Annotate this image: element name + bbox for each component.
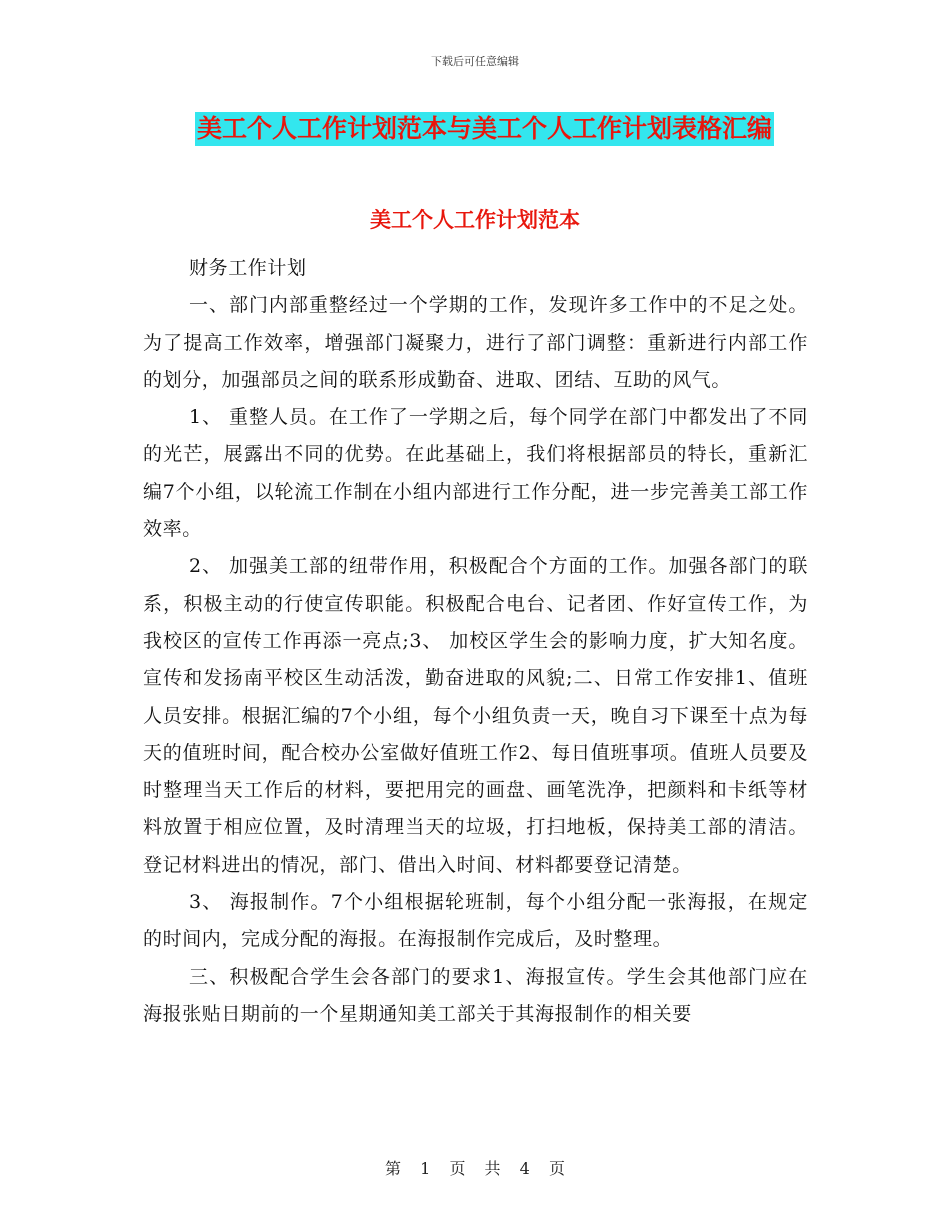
body-paragraph: 一、部门内部重整经过一个学期的工作，发现许多工作中的不足之处。为了提高工作效率，增强部门凝聚力，进行了部门调整：重新进行内部工作的划分，加强部员之间的联系形成勤奋、进取、团结、互助的风气。 [143,294,808,391]
footer-gong: 共 [484,1159,501,1178]
body-paragraph: 三、积极配合学生会各部门的要求1、海报宣传。学生会其他部门应在海报张贴日期前的一个星期通知美工部关于其海报制作的相关要 [143,965,808,1025]
section-title: 美工个人工作计划范本 [370,208,580,232]
page-footer [0,1156,950,1179]
footer-ye: 页 [449,1159,466,1178]
document-body [143,250,808,1033]
document-title: 美工个人工作计划范本与美工个人工作计划表格汇编 [195,112,774,146]
footer-ye2: 页 [548,1159,565,1178]
body-paragraph: 2、 加强美工部的纽带作用，积极配合个方面的工作。加强各部门的联系，积极主动的行使宣传职能。积极配合电台、记者团、作好宣传工作，为我校区的宣传工作再添一亮点;3、 加校区学生会的影响力度，扩大知名度。宣传和发扬南平校区生动活泼，勤奋进取的风貌;二、日常工作安排1、值班人员安排。根据汇编的7个小组，每个小组负责一天，晚自习下课至十点为每天的值班时间，配合校办公室做好值班工作2、每日值班事项。值班人员要及时整理当天工作后的材料，要把用完的画盘、画笔洗净，把颜料和卡纸等材料放置于相应位置，及时清理当天的垃圾，打扫地板，保持美工部的清洁。登记材料进出的情况，部门、借出入时间、材料都要登记清楚。 [143,555,808,876]
body-paragraph: 3、 海报制作。7个小组根据轮班制，每个小组分配一张海报，在规定的时间内，完成分配的海报。在海报制作完成后，及时整理。 [143,891,808,951]
header-note: 下载后可任意编辑 [431,55,519,68]
body-paragraph: 1、 重整人员。在工作了一学期之后，每个同学在部门中都发出了不同的光芒，展露出不同的优势。在此基础上，我们将根据部员的特长，重新汇编7个小组，以轮流工作制在小组内部进行工作分配，进一步完善美工部工作效率。 [143,406,808,541]
footer-di: 第 [385,1159,402,1178]
footer-page-number: 1 [420,1159,431,1178]
body-paragraph: 财务工作计划 [189,257,307,279]
footer-total-pages: 4 [519,1159,530,1178]
